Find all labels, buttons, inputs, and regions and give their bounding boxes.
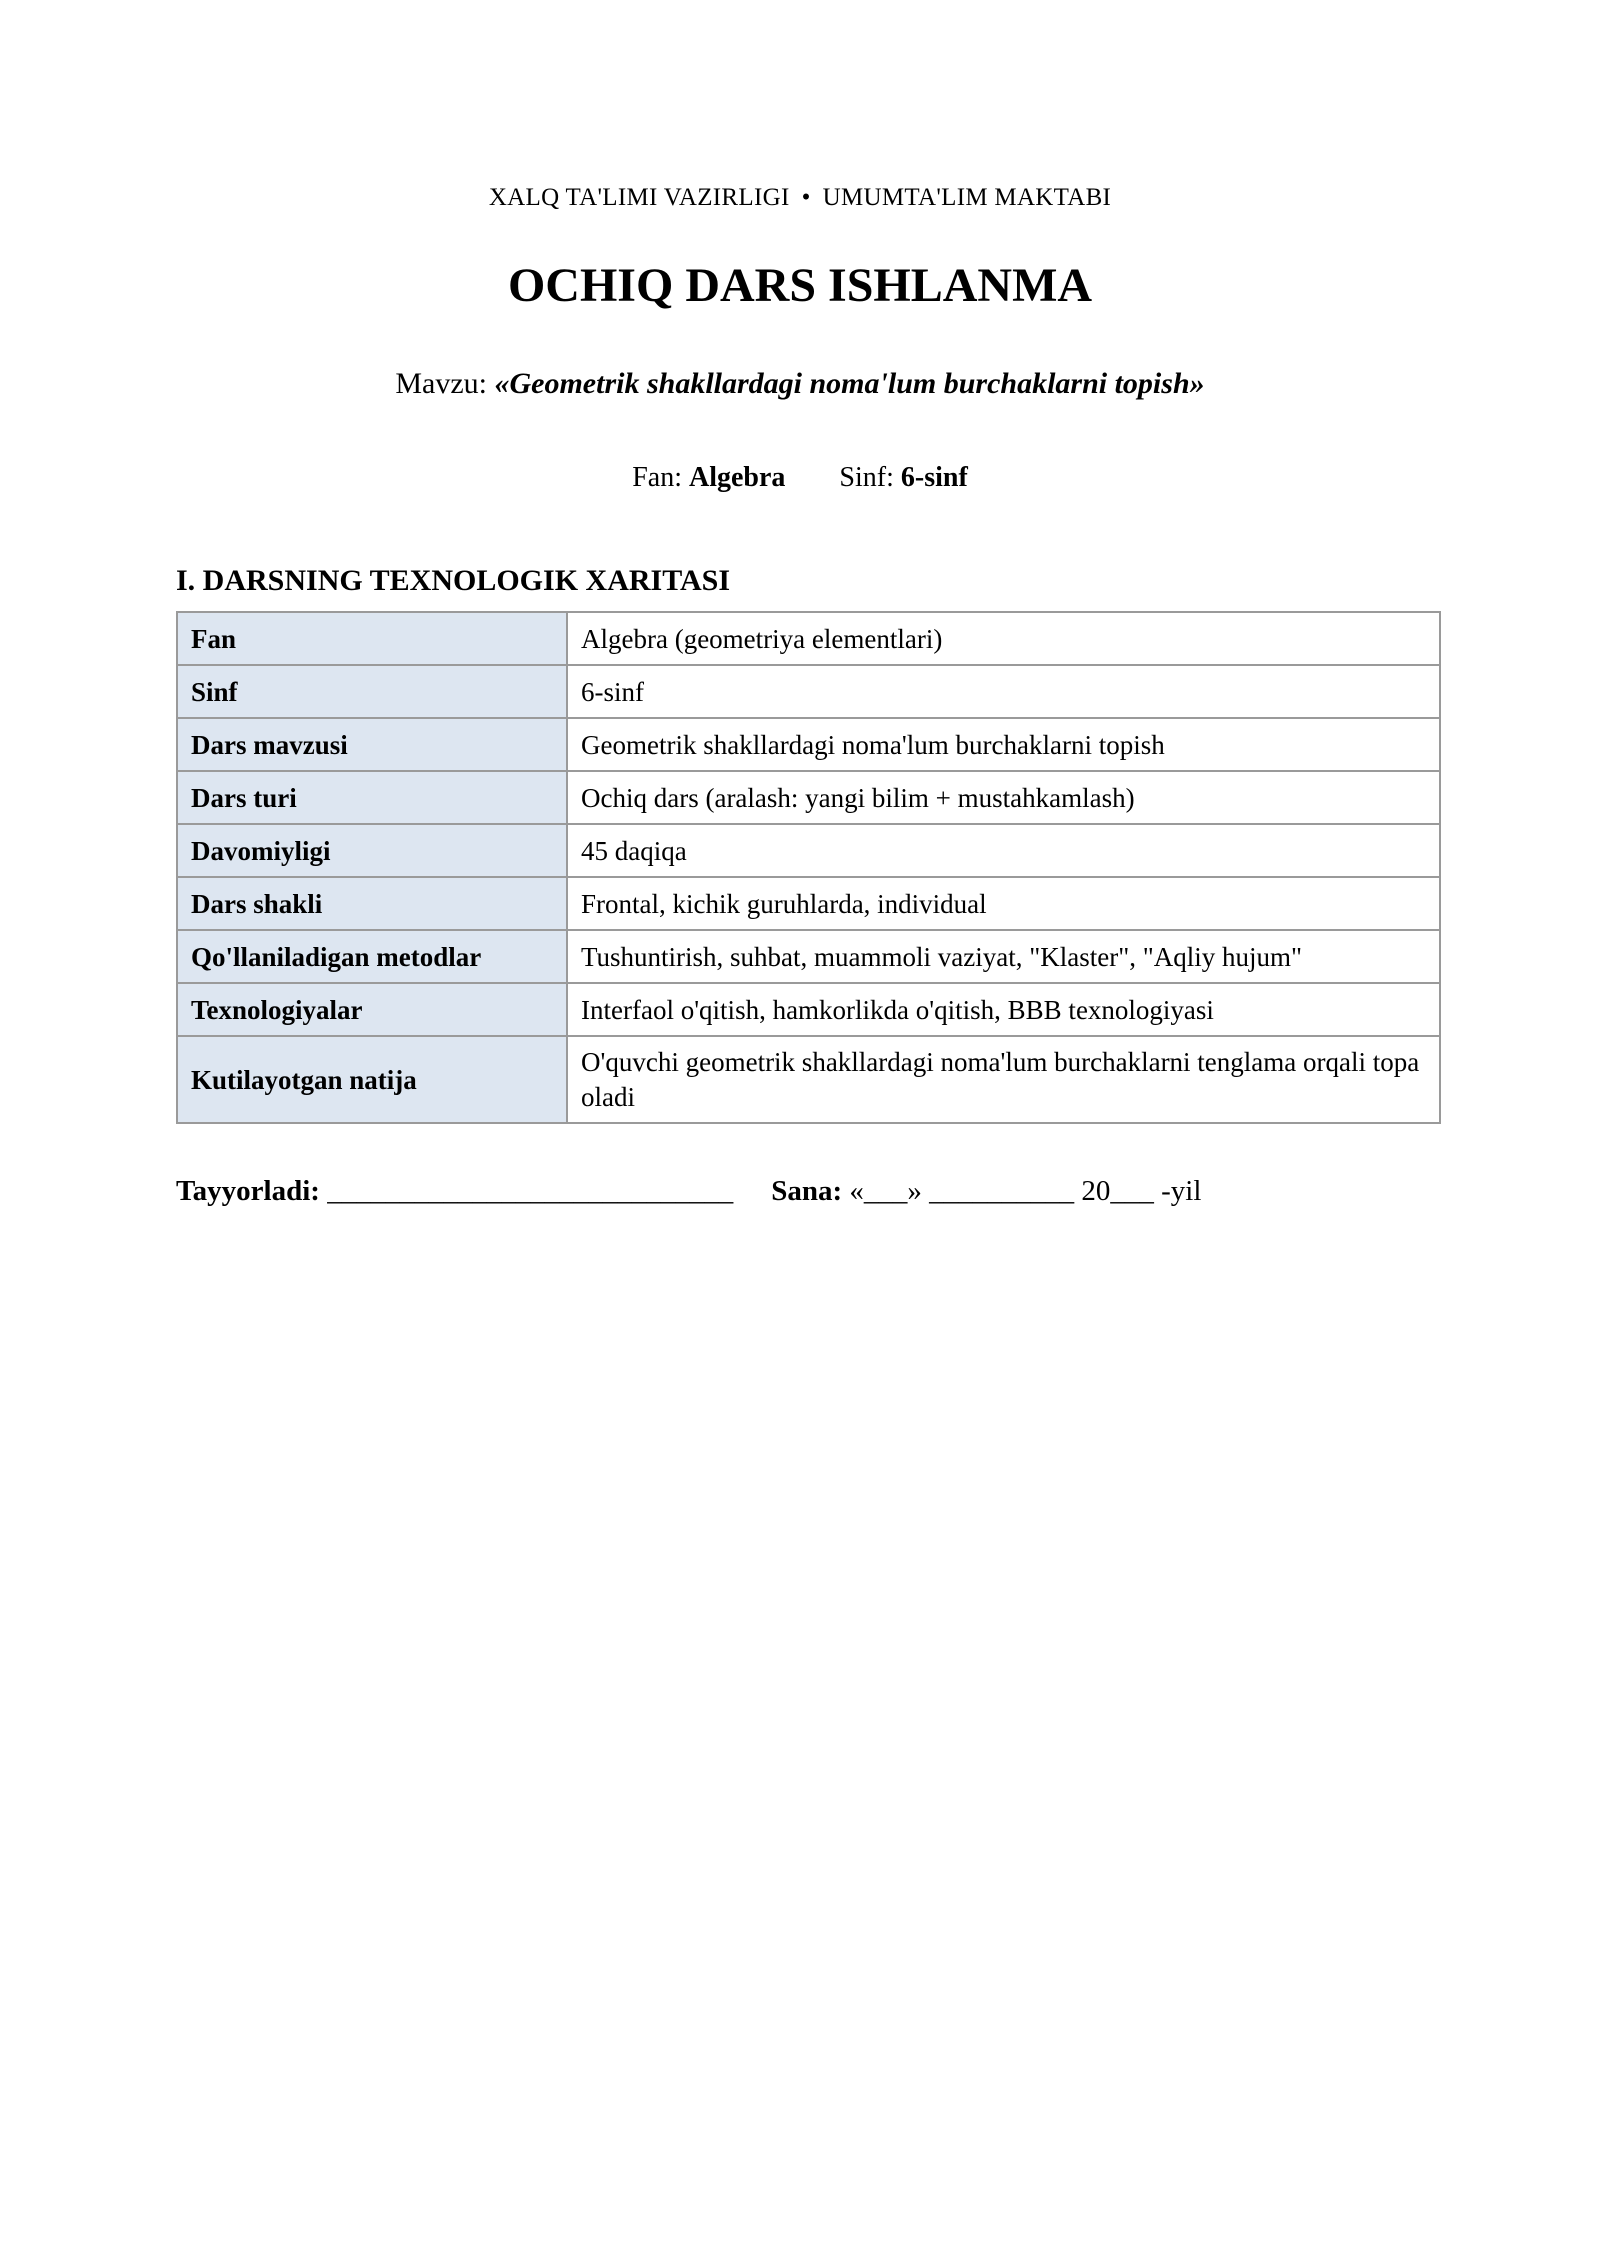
row-value: Frontal, kichik guruhlarda, individual	[567, 877, 1440, 930]
table-row	[177, 771, 1440, 824]
school-name: UMUMTA'LIM MAKTABI	[822, 184, 1112, 211]
row-value: Geometrik shakllardagi noma'lum burchaklarni topish	[567, 718, 1440, 771]
date-label: Sana:	[771, 1175, 843, 1207]
row-key: Dars mavzusi	[177, 718, 567, 771]
row-key: Dars shakli	[177, 877, 567, 930]
row-value: 6-sinf	[567, 665, 1440, 718]
row-value: Interfaol o'qitish, hamkorlikda o'qitish, BBB texnologiyasi	[567, 983, 1440, 1036]
document-title: OCHIQ DARS ISHLANMA	[507, 259, 1093, 312]
row-value: Algebra (geometriya elementlari)	[567, 612, 1440, 665]
table-row	[177, 824, 1440, 877]
prepared-label: Tayyorladi:	[176, 1175, 320, 1207]
prepared-blank: ____________________________	[327, 1175, 734, 1207]
table-row	[177, 877, 1440, 930]
fan-label: Fan:	[632, 462, 682, 493]
table-row	[177, 612, 1440, 665]
row-key: Kutilayotgan natija	[177, 1036, 567, 1123]
section-title: I. DARSNING TEXNOLOGIK XARITASI	[176, 564, 731, 597]
sinf-label: Sinf:	[839, 462, 894, 493]
table-row	[177, 665, 1440, 718]
row-key: Sinf	[177, 665, 567, 718]
lesson-topic	[0, 364, 1600, 404]
date-blank: «___» __________ 20___ -yil	[849, 1175, 1202, 1207]
table-row	[177, 930, 1440, 983]
row-value: Tushuntirish, suhbat, muammoli vaziyat, "Klaster", "Aqliy hujum"	[567, 930, 1440, 983]
fan-value: Algebra	[688, 462, 786, 493]
row-key: Fan	[177, 612, 567, 665]
row-value: O'quvchi geometrik shakllardagi noma'lum burchaklarni tenglama orqali topa oladi	[567, 1036, 1440, 1123]
institution-header	[0, 182, 1600, 214]
topic-label: Mavzu:	[395, 367, 487, 400]
subject-grade-line	[0, 460, 1600, 496]
row-key: Dars turi	[177, 771, 567, 824]
sinf-value: 6-sinf	[900, 462, 968, 493]
table-row	[177, 718, 1440, 771]
topic-text: «Geometrik shakllardagi noma'lum burchaklarni topish»	[494, 367, 1205, 400]
row-value: Ochiq dars (aralash: yangi bilim + mustahkamlash)	[567, 771, 1440, 824]
header-separator: •	[801, 184, 811, 211]
signature-line	[176, 1172, 1201, 1210]
row-key: Texnologiyalar	[177, 983, 567, 1036]
row-key: Qo'llaniladigan metodlar	[177, 930, 567, 983]
technology-map-table	[176, 611, 1441, 1124]
row-value: 45 daqiqa	[567, 824, 1440, 877]
table-row	[177, 1036, 1440, 1123]
ministry-name: XALQ TA'LIMI VAZIRLIGI	[488, 184, 790, 211]
table-row	[177, 983, 1440, 1036]
row-key: Davomiyligi	[177, 824, 567, 877]
